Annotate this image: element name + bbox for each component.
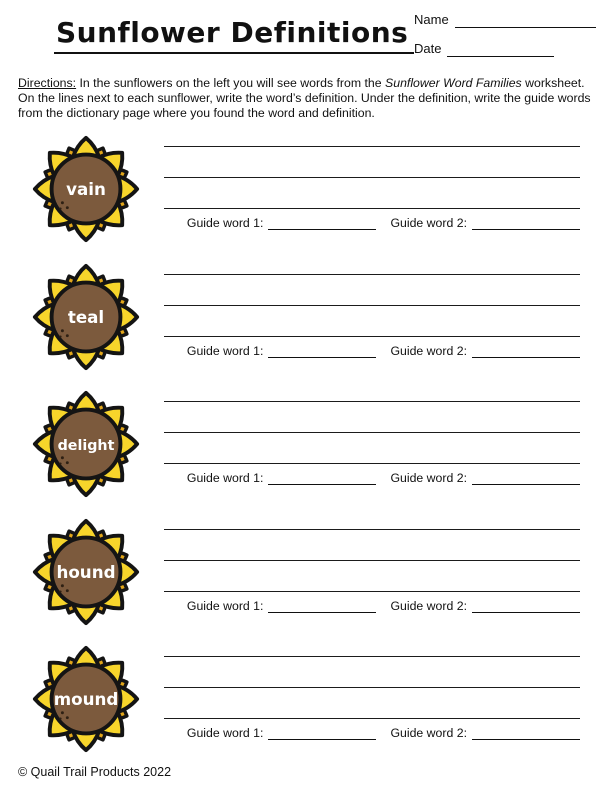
guide-word-1-blank-line	[268, 599, 376, 613]
definition-line	[164, 688, 580, 719]
guide-word-1-field	[187, 344, 377, 358]
sunflower-icon	[27, 640, 145, 758]
guide-word-2-label: Guide word 2:	[390, 216, 467, 230]
guide-word-2-blank-line	[472, 471, 580, 485]
directions-paragraph	[18, 76, 596, 121]
definition-line	[164, 640, 580, 657]
guide-word-2-field	[390, 599, 580, 613]
directions-text-1: In the sunflowers on the left you will see words from the	[76, 76, 386, 90]
sunflower-word-label: teal	[67, 306, 105, 327]
sunflower-word-label: hound	[56, 561, 116, 582]
copyright-footer: © Quail Trail Products 2022	[18, 765, 172, 779]
name-date-block	[414, 12, 596, 70]
guide-word-1-label: Guide word 1:	[186, 726, 264, 740]
guide-word-2-field	[390, 726, 580, 740]
guide-word-1-field	[187, 726, 377, 740]
sunflower-icon	[27, 258, 145, 376]
definition-line	[164, 561, 580, 592]
guide-word-2-field	[390, 471, 580, 485]
definition-line	[164, 657, 580, 688]
date-field	[414, 41, 596, 57]
worksheet-row-teal	[0, 258, 612, 386]
guide-word-2-blank-line	[472, 216, 580, 230]
guide-word-1-label: Guide word 1:	[186, 471, 264, 485]
guide-word-1-label: Guide word 1:	[186, 343, 264, 358]
guide-word-1-blank-line	[268, 471, 376, 485]
date-blank-line	[447, 42, 554, 57]
guide-word-1-label: Guide word 1:	[186, 216, 264, 230]
guide-words-row	[164, 599, 580, 613]
definition-line	[164, 306, 580, 337]
guide-word-2-field	[390, 344, 580, 358]
definition-line	[164, 385, 580, 402]
guide-word-2-blank-line	[472, 599, 580, 613]
definition-line	[164, 178, 580, 209]
guide-word-1-blank-line	[268, 344, 376, 358]
name-field	[414, 12, 596, 28]
guide-words-row	[164, 471, 580, 485]
definition-line	[164, 530, 580, 561]
worksheet-row-delight	[0, 385, 612, 513]
definition-area	[164, 640, 580, 768]
definition-area	[164, 130, 580, 258]
page-title: Sunflower Definitions	[54, 16, 414, 54]
sunflower-icon	[27, 513, 145, 631]
definition-line	[164, 513, 580, 530]
name-blank-line	[455, 13, 596, 28]
sunflower-icon	[27, 130, 145, 248]
name-label: Name	[414, 12, 449, 27]
guide-words-row	[164, 344, 580, 358]
definition-line	[164, 402, 580, 433]
guide-word-1-field	[187, 471, 377, 485]
sunflower-graphic	[0, 130, 164, 258]
sunflower-graphic	[0, 513, 164, 641]
guide-word-1-field	[187, 599, 377, 613]
sunflower-graphic	[0, 385, 164, 513]
guide-word-2-blank-line	[472, 344, 580, 358]
definition-area	[164, 258, 580, 386]
guide-word-1-label: Guide word 1:	[186, 598, 264, 613]
date-label: Date	[414, 41, 442, 56]
sunflower-icon	[27, 385, 145, 503]
definition-line	[164, 258, 580, 275]
directions-label: Directions:	[18, 76, 77, 90]
guide-word-2-label: Guide word 2:	[390, 598, 467, 613]
guide-words-row	[164, 216, 580, 230]
definition-area	[164, 513, 580, 641]
directions-worksheet-title: Sunflower Word Families	[385, 76, 522, 90]
sunflower-graphic	[0, 258, 164, 386]
guide-word-1-blank-line	[268, 216, 376, 230]
sunflower-graphic	[0, 640, 164, 768]
definition-line	[164, 275, 580, 306]
definition-line	[164, 130, 580, 147]
worksheet-rows	[0, 130, 612, 768]
guide-word-2-label: Guide word 2:	[390, 343, 467, 358]
directions-text-2: worksheet. On the lines next to each sunflower, write the word’s definition. Under the definition, write the guide words from the dictionary page where you found the word and definition.	[18, 76, 591, 120]
guide-word-2-label: Guide word 2:	[390, 726, 467, 740]
definition-line	[164, 433, 580, 464]
guide-word-1-field	[187, 216, 377, 230]
guide-word-2-field	[390, 216, 580, 230]
guide-word-2-blank-line	[472, 726, 580, 740]
worksheet-row-vain	[0, 130, 612, 258]
sunflower-word-label: delight	[57, 437, 115, 454]
definition-area	[164, 385, 580, 513]
sunflower-word-label: mound	[53, 688, 119, 709]
guide-word-2-label: Guide word 2:	[390, 471, 467, 485]
definition-line	[164, 147, 580, 178]
guide-word-1-blank-line	[268, 726, 376, 740]
worksheet-row-mound	[0, 640, 612, 768]
sunflower-word-label: vain	[66, 178, 106, 199]
worksheet-row-hound	[0, 513, 612, 641]
guide-words-row	[164, 726, 580, 740]
